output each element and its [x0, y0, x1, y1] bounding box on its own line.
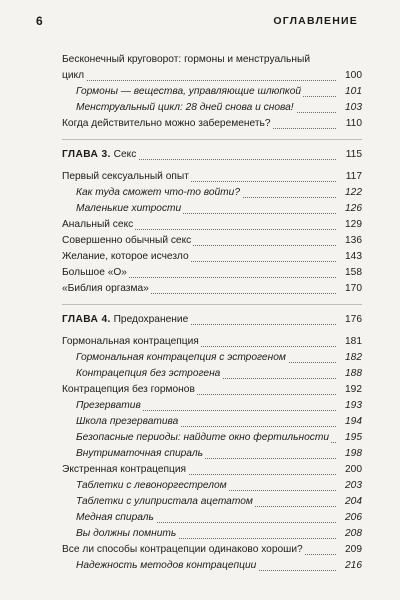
toc-entry[interactable]: [62, 382, 362, 398]
entry-title: Медная спираль: [76, 512, 154, 523]
toc-subentry[interactable]: [62, 84, 362, 100]
entry-title: Бесконечный круговорот: гормоны и менструальный цикл: [62, 54, 311, 81]
entry-title: Внутриматочная спираль: [76, 448, 203, 459]
toc-entry[interactable]: [62, 233, 362, 249]
toc-subentry[interactable]: [62, 478, 362, 494]
entry-title: Менструальный цикл: 28 дней снова и снова!: [76, 102, 294, 113]
toc-entry[interactable]: [62, 116, 362, 132]
entry-page-number: 100: [343, 68, 362, 84]
table-of-contents: [62, 52, 362, 574]
toc-subentry[interactable]: [62, 414, 362, 430]
entry-title: Надежность методов контрацепции: [76, 560, 257, 571]
entry-page-number: 117: [344, 169, 362, 185]
chapter-title: Предохранение: [113, 314, 189, 325]
entry-page-number: 129: [343, 217, 362, 233]
toc-subentry[interactable]: [62, 558, 362, 574]
entry-title: Экстренная контрацепция: [62, 464, 187, 475]
entry-title: Все ли способы контрацепции одинаково хороши?: [62, 544, 303, 555]
toc-chapter-4[interactable]: [62, 312, 362, 328]
chapter-title: Секс: [113, 149, 137, 160]
entry-title: Безопасные периоды: найдите окно фертильности: [76, 432, 330, 443]
toc-entry[interactable]: [62, 52, 362, 84]
entry-title: Таблетки с улипристала ацетатом: [76, 496, 253, 507]
entry-page-number: 208: [343, 526, 362, 542]
chapter-divider: [62, 139, 362, 140]
entry-title: Первый сексуальный опыт: [62, 171, 189, 182]
entry-title: Школа презерватива: [76, 416, 179, 427]
chapter-page: 176: [343, 312, 362, 328]
toc-subentry[interactable]: [62, 201, 362, 217]
entry-page-number: 181: [343, 334, 362, 350]
entry-title: Гормоны — вещества, управляющие шлюпкой: [76, 86, 302, 97]
entry-title: Анальный секс: [62, 219, 134, 230]
toc-subentry[interactable]: [62, 430, 362, 446]
toc-subentry[interactable]: [62, 510, 362, 526]
toc-entry[interactable]: [62, 169, 362, 185]
entry-title: Гормональная контрацепция с эстрогеном: [76, 352, 286, 363]
entry-page-number: 136: [343, 233, 362, 249]
toc-section-c: [62, 334, 362, 574]
entry-page-number: 200: [343, 462, 362, 478]
entry-page-number: 206: [343, 510, 362, 526]
entry-title: Таблетки с левоноргестрелом: [76, 480, 227, 491]
dot-leader: [62, 80, 336, 81]
entry-title: Маленькие хитрости: [76, 203, 182, 214]
running-title: ОГЛАВЛЕНИЕ: [273, 15, 358, 27]
toc-subentry[interactable]: [62, 185, 362, 201]
toc-chapter-3[interactable]: [62, 147, 362, 163]
toc-entry[interactable]: [62, 542, 362, 558]
toc-section-b: [62, 169, 362, 297]
chapter-label: ГЛАВА 3.: [62, 149, 111, 160]
entry-title: Как туда сможет что-то войти?: [76, 187, 241, 198]
toc-entry[interactable]: [62, 462, 362, 478]
toc-subentry[interactable]: [62, 398, 362, 414]
chapter-label: ГЛАВА 4.: [62, 314, 111, 325]
entry-page-number: 143: [343, 249, 362, 265]
page-number: 6: [36, 14, 43, 28]
toc-entry[interactable]: [62, 249, 362, 265]
entry-title: Совершенно обычный секс: [62, 235, 192, 246]
entry-title: Вы должны помнить: [76, 528, 177, 539]
entry-page-number: 101: [343, 84, 362, 100]
entry-page-number: 110: [344, 116, 362, 132]
chapter-page: 115: [344, 147, 362, 163]
entry-title: Презерватив: [76, 400, 141, 411]
entry-title: Большое «О»: [62, 267, 127, 278]
toc-subentry[interactable]: [62, 526, 362, 542]
toc-subentry[interactable]: [62, 350, 362, 366]
entry-title: Гормональная контрацепция: [62, 336, 199, 347]
toc-subentry[interactable]: [62, 366, 362, 382]
toc-subentry[interactable]: [62, 100, 362, 116]
chapter-divider: [62, 304, 362, 305]
toc-subentry[interactable]: [62, 494, 362, 510]
entry-page-number: 209: [343, 542, 362, 558]
entry-title: Когда действительно можно забеременеть?: [62, 118, 271, 129]
entry-page-number: 204: [343, 494, 362, 510]
entry-page-number: 198: [343, 446, 362, 462]
toc-entry[interactable]: [62, 334, 362, 350]
entry-title: «Библия оргазма»: [62, 283, 149, 294]
toc-entry[interactable]: [62, 217, 362, 233]
entry-page-number: 203: [343, 478, 362, 494]
entry-page-number: 158: [343, 265, 362, 281]
page-header: [0, 14, 400, 30]
entry-page-number: 216: [343, 558, 362, 574]
entry-page-number: 192: [343, 382, 362, 398]
entry-page-number: 194: [343, 414, 362, 430]
entry-page-number: 195: [343, 430, 362, 446]
toc-entry[interactable]: [62, 281, 362, 297]
entry-title: Контрацепция без эстрогена: [76, 368, 221, 379]
entry-page-number: 103: [343, 100, 362, 116]
entry-title: Желание, которое исчезло: [62, 251, 189, 262]
toc-entry[interactable]: [62, 265, 362, 281]
entry-title: Контрацепция без гормонов: [62, 384, 195, 395]
entry-page-number: 170: [343, 281, 362, 297]
entry-page-number: 182: [343, 350, 362, 366]
toc-section-a: [62, 52, 362, 132]
entry-page-number: 122: [343, 185, 362, 201]
entry-page-number: 126: [343, 201, 362, 217]
entry-page-number: 193: [343, 398, 362, 414]
toc-subentry[interactable]: [62, 446, 362, 462]
entry-page-number: 188: [343, 366, 362, 382]
